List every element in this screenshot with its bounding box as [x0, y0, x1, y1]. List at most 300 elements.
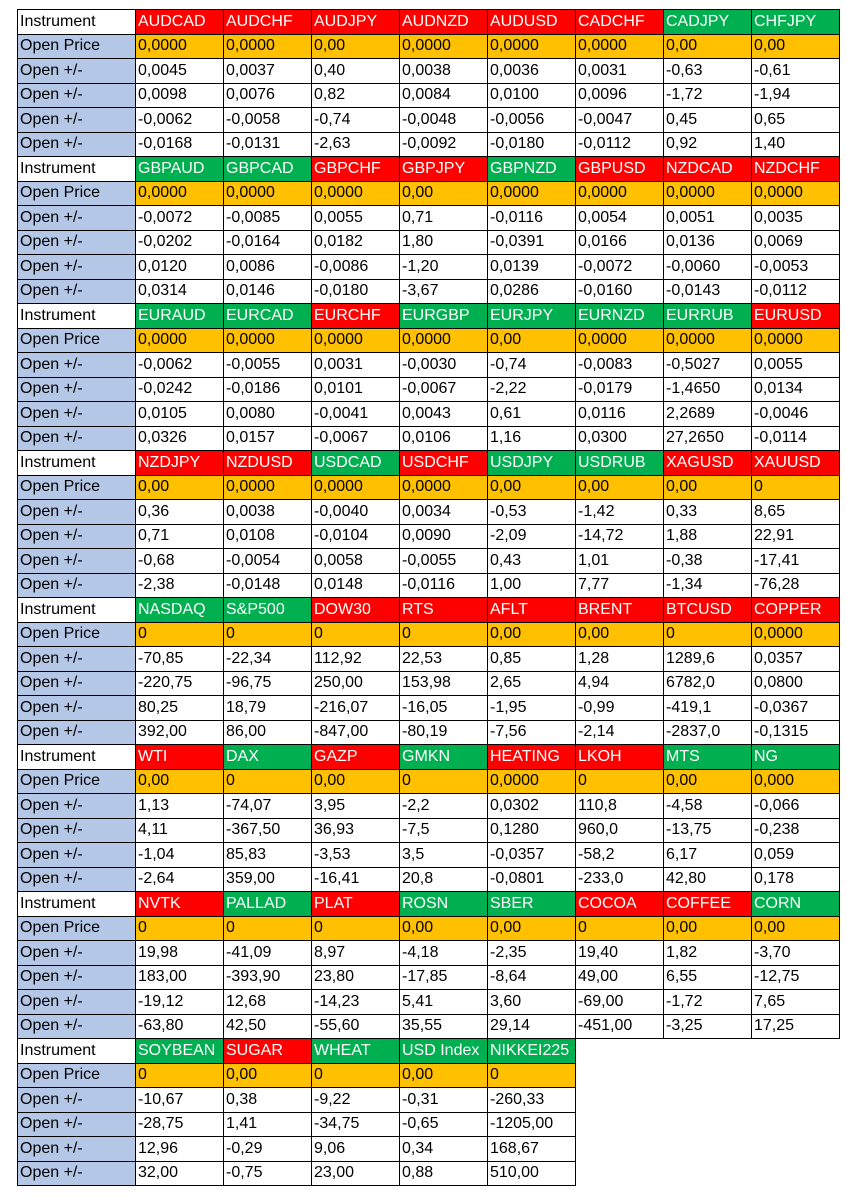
open-price-cell[interactable]: 0,0000: [752, 328, 840, 353]
open-diff-cell[interactable]: -0,0072: [576, 255, 664, 280]
open-price-cell[interactable]: 0,00: [400, 181, 488, 206]
open-diff-cell[interactable]: 250,00: [312, 671, 400, 696]
open-diff-cell[interactable]: -2,2: [400, 794, 488, 819]
instrument-name-cell[interactable]: HEATING: [488, 745, 576, 770]
instrument-label-cell[interactable]: Instrument: [18, 157, 136, 182]
open-diff-cell[interactable]: -16,05: [400, 696, 488, 721]
open-diff-cell[interactable]: 1,82: [664, 941, 752, 966]
open-diff-cell[interactable]: -7,56: [488, 720, 576, 745]
open-diff-cell[interactable]: 19,40: [576, 941, 664, 966]
open-diff-label-cell[interactable]: Open +/-: [18, 990, 136, 1015]
open-diff-label-cell[interactable]: Open +/-: [18, 230, 136, 255]
open-diff-cell[interactable]: -1,95: [488, 696, 576, 721]
open-diff-cell[interactable]: -34,75: [312, 1112, 400, 1137]
instrument-name-cell[interactable]: GBPUSD: [576, 157, 664, 182]
instrument-name-cell[interactable]: NASDAQ: [136, 598, 224, 623]
instrument-name-cell[interactable]: SOYBEAN: [136, 1039, 224, 1064]
open-diff-cell[interactable]: -0,0055: [400, 549, 488, 574]
instrument-name-cell[interactable]: AFLT: [488, 598, 576, 623]
open-diff-cell[interactable]: 0,0038: [400, 59, 488, 84]
open-price-cell[interactable]: 0: [312, 1063, 400, 1088]
open-diff-cell[interactable]: 2,2689: [664, 402, 752, 427]
instrument-name-cell[interactable]: GBPCAD: [224, 157, 312, 182]
open-diff-cell[interactable]: -3,25: [664, 1014, 752, 1039]
open-price-cell[interactable]: 0: [312, 916, 400, 941]
open-diff-cell[interactable]: 0,0045: [136, 59, 224, 84]
open-diff-cell[interactable]: 0,0157: [224, 426, 312, 451]
open-diff-cell[interactable]: 0,34: [400, 1137, 488, 1162]
instrument-name-cell[interactable]: USDCAD: [312, 451, 400, 476]
open-price-cell[interactable]: 0,00: [576, 622, 664, 647]
open-diff-cell[interactable]: 0,43: [488, 549, 576, 574]
open-diff-cell[interactable]: 0,0106: [400, 426, 488, 451]
instrument-name-cell[interactable]: AUDCHF: [224, 10, 312, 35]
open-price-cell[interactable]: 0,00: [400, 1063, 488, 1088]
open-diff-cell[interactable]: -419,1: [664, 696, 752, 721]
open-diff-cell[interactable]: -0,0357: [488, 843, 576, 868]
open-diff-cell[interactable]: 7,77: [576, 573, 664, 598]
instrument-name-cell[interactable]: CADCHF: [576, 10, 664, 35]
open-diff-cell[interactable]: 1,40: [752, 132, 840, 157]
open-diff-cell[interactable]: 1,80: [400, 230, 488, 255]
open-price-label-cell[interactable]: Open Price: [18, 475, 136, 500]
instrument-name-cell[interactable]: MTS: [664, 745, 752, 770]
open-diff-cell[interactable]: 0,0055: [312, 206, 400, 231]
instrument-name-cell[interactable]: CADJPY: [664, 10, 752, 35]
open-diff-cell[interactable]: 19,98: [136, 941, 224, 966]
open-price-cell[interactable]: 0: [136, 1063, 224, 1088]
instrument-name-cell[interactable]: NZDJPY: [136, 451, 224, 476]
open-diff-cell[interactable]: -2,22: [488, 377, 576, 402]
open-price-cell[interactable]: 0,0000: [488, 181, 576, 206]
open-diff-cell[interactable]: 4,94: [576, 671, 664, 696]
open-diff-cell[interactable]: 12,68: [224, 990, 312, 1015]
open-price-cell[interactable]: 0,0000: [664, 328, 752, 353]
open-diff-label-cell[interactable]: Open +/-: [18, 524, 136, 549]
open-diff-cell[interactable]: -0,29: [224, 1137, 312, 1162]
open-diff-cell[interactable]: 0,0357: [752, 647, 840, 672]
open-diff-cell[interactable]: 0,059: [752, 843, 840, 868]
open-diff-cell[interactable]: 1,00: [488, 573, 576, 598]
open-diff-cell[interactable]: -96,75: [224, 671, 312, 696]
open-diff-cell[interactable]: -3,70: [752, 941, 840, 966]
instrument-name-cell[interactable]: WHEAT: [312, 1039, 400, 1064]
instrument-name-cell[interactable]: NG: [752, 745, 840, 770]
instrument-name-cell[interactable]: AUDCAD: [136, 10, 224, 35]
open-diff-label-cell[interactable]: Open +/-: [18, 1161, 136, 1186]
open-diff-cell[interactable]: 23,00: [312, 1161, 400, 1186]
open-diff-cell[interactable]: 0,0286: [488, 279, 576, 304]
open-price-cell[interactable]: 0: [312, 622, 400, 647]
open-diff-cell[interactable]: 18,79: [224, 696, 312, 721]
open-diff-cell[interactable]: 0,0084: [400, 83, 488, 108]
open-diff-cell[interactable]: -3,67: [400, 279, 488, 304]
instrument-name-cell[interactable]: EURGBP: [400, 304, 488, 329]
open-diff-cell[interactable]: -0,0168: [136, 132, 224, 157]
open-diff-cell[interactable]: 20,8: [400, 867, 488, 892]
open-diff-cell[interactable]: -0,63: [664, 59, 752, 84]
instrument-name-cell[interactable]: S&P500: [224, 598, 312, 623]
open-price-cell[interactable]: 0,00: [488, 916, 576, 941]
open-diff-cell[interactable]: 36,93: [312, 818, 400, 843]
open-diff-cell[interactable]: 0,0055: [752, 353, 840, 378]
open-diff-cell[interactable]: 0,0326: [136, 426, 224, 451]
open-diff-cell[interactable]: -0,0048: [400, 108, 488, 133]
open-diff-cell[interactable]: 0,0036: [488, 59, 576, 84]
instrument-name-cell[interactable]: XAUUSD: [752, 451, 840, 476]
open-diff-cell[interactable]: -74,07: [224, 794, 312, 819]
open-diff-cell[interactable]: -0,74: [488, 353, 576, 378]
instrument-name-cell[interactable]: NZDCHF: [752, 157, 840, 182]
open-diff-label-cell[interactable]: Open +/-: [18, 1014, 136, 1039]
open-diff-cell[interactable]: -0,0180: [312, 279, 400, 304]
open-diff-label-cell[interactable]: Open +/-: [18, 402, 136, 427]
open-diff-label-cell[interactable]: Open +/-: [18, 353, 136, 378]
open-diff-cell[interactable]: 0,0031: [312, 353, 400, 378]
open-price-cell[interactable]: 0,00: [224, 1063, 312, 1088]
open-diff-cell[interactable]: 3,95: [312, 794, 400, 819]
open-diff-cell[interactable]: -0,0202: [136, 230, 224, 255]
open-price-cell[interactable]: 0,0000: [488, 769, 576, 794]
open-diff-cell[interactable]: 0,0096: [576, 83, 664, 108]
open-diff-cell[interactable]: -41,09: [224, 941, 312, 966]
open-diff-cell[interactable]: -0,0053: [752, 255, 840, 280]
open-diff-cell[interactable]: 85,83: [224, 843, 312, 868]
open-diff-cell[interactable]: -0,65: [400, 1112, 488, 1137]
open-price-cell[interactable]: 0: [576, 769, 664, 794]
open-price-cell[interactable]: 0,0000: [312, 181, 400, 206]
open-diff-cell[interactable]: -1,94: [752, 83, 840, 108]
open-diff-cell[interactable]: -2,09: [488, 524, 576, 549]
open-diff-label-cell[interactable]: Open +/-: [18, 255, 136, 280]
open-diff-cell[interactable]: 49,00: [576, 965, 664, 990]
open-diff-cell[interactable]: 0,85: [488, 647, 576, 672]
open-diff-label-cell[interactable]: Open +/-: [18, 818, 136, 843]
open-price-cell[interactable]: 0,0000: [400, 34, 488, 59]
open-diff-cell[interactable]: 4,11: [136, 818, 224, 843]
open-price-cell[interactable]: 0: [400, 622, 488, 647]
open-diff-label-cell[interactable]: Open +/-: [18, 794, 136, 819]
open-price-cell[interactable]: 0: [136, 916, 224, 941]
open-diff-cell[interactable]: -2,38: [136, 573, 224, 598]
open-diff-cell[interactable]: 6,17: [664, 843, 752, 868]
open-diff-cell[interactable]: -0,53: [488, 500, 576, 525]
open-price-cell[interactable]: 0,00: [400, 916, 488, 941]
instrument-name-cell[interactable]: RTS: [400, 598, 488, 623]
open-diff-cell[interactable]: -17,85: [400, 965, 488, 990]
open-diff-label-cell[interactable]: Open +/-: [18, 941, 136, 966]
open-diff-cell[interactable]: 0,0069: [752, 230, 840, 255]
open-price-label-cell[interactable]: Open Price: [18, 328, 136, 353]
open-diff-cell[interactable]: -4,58: [664, 794, 752, 819]
open-diff-cell[interactable]: -0,0085: [224, 206, 312, 231]
open-diff-cell[interactable]: -0,0046: [752, 402, 840, 427]
open-price-label-cell[interactable]: Open Price: [18, 1063, 136, 1088]
open-diff-cell[interactable]: -216,07: [312, 696, 400, 721]
open-diff-cell[interactable]: -0,0104: [312, 524, 400, 549]
open-diff-cell[interactable]: 0,0031: [576, 59, 664, 84]
open-price-cell[interactable]: 0,0000: [224, 181, 312, 206]
open-diff-cell[interactable]: -4,18: [400, 941, 488, 966]
open-diff-cell[interactable]: -1,72: [664, 83, 752, 108]
instrument-name-cell[interactable]: COPPER: [752, 598, 840, 623]
instrument-name-cell[interactable]: GBPJPY: [400, 157, 488, 182]
open-diff-cell[interactable]: 960,0: [576, 818, 664, 843]
open-price-cell[interactable]: 0,0000: [400, 475, 488, 500]
open-diff-label-cell[interactable]: Open +/-: [18, 647, 136, 672]
instrument-name-cell[interactable]: EURJPY: [488, 304, 576, 329]
instrument-name-cell[interactable]: USDRUB: [576, 451, 664, 476]
open-diff-cell[interactable]: 0,71: [136, 524, 224, 549]
instrument-name-cell[interactable]: EURUSD: [752, 304, 840, 329]
open-diff-cell[interactable]: 23,80: [312, 965, 400, 990]
open-diff-cell[interactable]: 12,96: [136, 1137, 224, 1162]
open-diff-cell[interactable]: 359,00: [224, 867, 312, 892]
open-diff-cell[interactable]: -2,14: [576, 720, 664, 745]
open-price-cell[interactable]: 0,0000: [576, 181, 664, 206]
open-price-label-cell[interactable]: Open Price: [18, 769, 136, 794]
instrument-name-cell[interactable]: XAGUSD: [664, 451, 752, 476]
open-diff-cell[interactable]: 0,0035: [752, 206, 840, 231]
open-diff-cell[interactable]: 0,0314: [136, 279, 224, 304]
open-diff-cell[interactable]: 0,92: [664, 132, 752, 157]
open-diff-cell[interactable]: -220,75: [136, 671, 224, 696]
open-diff-cell[interactable]: 0,0098: [136, 83, 224, 108]
open-diff-label-cell[interactable]: Open +/-: [18, 867, 136, 892]
instrument-name-cell[interactable]: DOW30: [312, 598, 400, 623]
open-diff-cell[interactable]: -0,0367: [752, 696, 840, 721]
open-diff-cell[interactable]: -367,50: [224, 818, 312, 843]
open-diff-cell[interactable]: -2,64: [136, 867, 224, 892]
open-diff-cell[interactable]: 35,55: [400, 1014, 488, 1039]
open-diff-cell[interactable]: -0,0092: [400, 132, 488, 157]
open-diff-cell[interactable]: -80,19: [400, 720, 488, 745]
open-diff-cell[interactable]: -0,0054: [224, 549, 312, 574]
open-price-cell[interactable]: 0,00: [664, 34, 752, 59]
open-diff-cell[interactable]: -0,0116: [488, 206, 576, 231]
open-diff-cell[interactable]: -10,67: [136, 1088, 224, 1113]
open-price-cell[interactable]: 0,00: [488, 475, 576, 500]
open-diff-cell[interactable]: -14,72: [576, 524, 664, 549]
open-price-cell[interactable]: 0,00: [312, 769, 400, 794]
instrument-name-cell[interactable]: COFFEE: [664, 892, 752, 917]
open-price-label-cell[interactable]: Open Price: [18, 916, 136, 941]
open-price-cell[interactable]: 0,00: [752, 916, 840, 941]
instrument-label-cell[interactable]: Instrument: [18, 304, 136, 329]
open-diff-cell[interactable]: 0,0134: [752, 377, 840, 402]
open-diff-cell[interactable]: -847,00: [312, 720, 400, 745]
open-diff-cell[interactable]: -1,72: [664, 990, 752, 1015]
open-diff-cell[interactable]: 80,25: [136, 696, 224, 721]
open-diff-cell[interactable]: 0,0090: [400, 524, 488, 549]
instrument-label-cell[interactable]: Instrument: [18, 1039, 136, 1064]
open-diff-cell[interactable]: -1,34: [664, 573, 752, 598]
open-price-cell[interactable]: 0,0000: [752, 622, 840, 647]
open-diff-cell[interactable]: 0,38: [224, 1088, 312, 1113]
open-price-cell[interactable]: 0: [576, 916, 664, 941]
open-diff-cell[interactable]: -0,0148: [224, 573, 312, 598]
open-diff-cell[interactable]: -2837,0: [664, 720, 752, 745]
open-diff-cell[interactable]: -1,20: [400, 255, 488, 280]
open-diff-cell[interactable]: 0,0058: [312, 549, 400, 574]
open-diff-cell[interactable]: -0,0067: [312, 426, 400, 451]
instrument-name-cell[interactable]: EURCHF: [312, 304, 400, 329]
open-diff-cell[interactable]: -63,80: [136, 1014, 224, 1039]
open-diff-cell[interactable]: -0,0242: [136, 377, 224, 402]
open-diff-label-cell[interactable]: Open +/-: [18, 843, 136, 868]
open-price-cell[interactable]: 0,00: [664, 916, 752, 941]
open-diff-cell[interactable]: 0,45: [664, 108, 752, 133]
open-diff-cell[interactable]: 42,50: [224, 1014, 312, 1039]
open-diff-cell[interactable]: -2,63: [312, 132, 400, 157]
open-diff-cell[interactable]: 0,0182: [312, 230, 400, 255]
open-diff-cell[interactable]: 168,67: [488, 1137, 576, 1162]
open-diff-cell[interactable]: -0,0067: [400, 377, 488, 402]
open-price-cell[interactable]: 0,00: [664, 475, 752, 500]
open-diff-cell[interactable]: -233,0: [576, 867, 664, 892]
open-diff-cell[interactable]: 0,1280: [488, 818, 576, 843]
open-diff-cell[interactable]: 3,60: [488, 990, 576, 1015]
open-diff-cell[interactable]: 0,0051: [664, 206, 752, 231]
open-price-cell[interactable]: 0,00: [136, 769, 224, 794]
open-diff-cell[interactable]: -7,5: [400, 818, 488, 843]
open-diff-cell[interactable]: -0,0040: [312, 500, 400, 525]
open-diff-cell[interactable]: 2,65: [488, 671, 576, 696]
open-diff-cell[interactable]: -0,0801: [488, 867, 576, 892]
open-diff-cell[interactable]: 0,0101: [312, 377, 400, 402]
instrument-label-cell[interactable]: Instrument: [18, 10, 136, 35]
open-diff-cell[interactable]: -58,2: [576, 843, 664, 868]
open-diff-cell[interactable]: -0,99: [576, 696, 664, 721]
open-price-cell[interactable]: 0,0000: [400, 328, 488, 353]
open-price-cell[interactable]: 0: [224, 916, 312, 941]
open-price-cell[interactable]: 0,0000: [664, 181, 752, 206]
open-diff-cell[interactable]: 392,00: [136, 720, 224, 745]
instrument-name-cell[interactable]: GBPNZD: [488, 157, 576, 182]
open-diff-cell[interactable]: -0,0164: [224, 230, 312, 255]
open-diff-cell[interactable]: -1,42: [576, 500, 664, 525]
open-diff-cell[interactable]: -70,85: [136, 647, 224, 672]
open-diff-cell[interactable]: -0,0131: [224, 132, 312, 157]
open-diff-cell[interactable]: -3,53: [312, 843, 400, 868]
open-diff-cell[interactable]: 3,5: [400, 843, 488, 868]
open-diff-cell[interactable]: 22,91: [752, 524, 840, 549]
open-diff-cell[interactable]: 0,0146: [224, 279, 312, 304]
open-diff-cell[interactable]: 0,65: [752, 108, 840, 133]
open-diff-cell[interactable]: -0,0112: [576, 132, 664, 157]
open-diff-label-cell[interactable]: Open +/-: [18, 426, 136, 451]
open-diff-cell[interactable]: 0,0136: [664, 230, 752, 255]
open-diff-cell[interactable]: -0,238: [752, 818, 840, 843]
instrument-name-cell[interactable]: CORN: [752, 892, 840, 917]
open-diff-cell[interactable]: 7,65: [752, 990, 840, 1015]
open-diff-cell[interactable]: 1,01: [576, 549, 664, 574]
open-diff-label-cell[interactable]: Open +/-: [18, 279, 136, 304]
open-diff-label-cell[interactable]: Open +/-: [18, 377, 136, 402]
open-diff-cell[interactable]: -451,00: [576, 1014, 664, 1039]
open-diff-cell[interactable]: 42,80: [664, 867, 752, 892]
instrument-name-cell[interactable]: USDJPY: [488, 451, 576, 476]
open-price-label-cell[interactable]: Open Price: [18, 622, 136, 647]
open-diff-cell[interactable]: -0,0179: [576, 377, 664, 402]
open-diff-cell[interactable]: -0,0060: [664, 255, 752, 280]
open-diff-cell[interactable]: -0,1315: [752, 720, 840, 745]
instrument-name-cell[interactable]: AUDJPY: [312, 10, 400, 35]
open-diff-cell[interactable]: 0,0037: [224, 59, 312, 84]
open-price-cell[interactable]: 0: [224, 622, 312, 647]
open-diff-label-cell[interactable]: Open +/-: [18, 671, 136, 696]
open-price-cell[interactable]: 0,0000: [312, 475, 400, 500]
open-price-cell[interactable]: 0,0000: [136, 34, 224, 59]
open-diff-cell[interactable]: -12,75: [752, 965, 840, 990]
open-price-cell[interactable]: 0,0000: [576, 328, 664, 353]
open-diff-cell[interactable]: 1,13: [136, 794, 224, 819]
open-diff-cell[interactable]: -0,61: [752, 59, 840, 84]
open-diff-cell[interactable]: 0,33: [664, 500, 752, 525]
open-diff-cell[interactable]: -0,0058: [224, 108, 312, 133]
open-diff-cell[interactable]: 0,61: [488, 402, 576, 427]
open-diff-cell[interactable]: -0,0186: [224, 377, 312, 402]
instrument-name-cell[interactable]: CHFJPY: [752, 10, 840, 35]
open-price-cell[interactable]: 0,00: [312, 34, 400, 59]
open-diff-cell[interactable]: 1,16: [488, 426, 576, 451]
open-diff-cell[interactable]: 0,0120: [136, 255, 224, 280]
open-diff-cell[interactable]: 0,0302: [488, 794, 576, 819]
open-diff-cell[interactable]: -0,38: [664, 549, 752, 574]
open-diff-cell[interactable]: 5,41: [400, 990, 488, 1015]
open-diff-cell[interactable]: 0,0086: [224, 255, 312, 280]
open-diff-cell[interactable]: 0,0108: [224, 524, 312, 549]
open-price-label-cell[interactable]: Open Price: [18, 181, 136, 206]
open-diff-label-cell[interactable]: Open +/-: [18, 549, 136, 574]
instrument-name-cell[interactable]: NZDCAD: [664, 157, 752, 182]
open-diff-cell[interactable]: 0,0034: [400, 500, 488, 525]
open-price-cell[interactable]: 0,0000: [224, 328, 312, 353]
open-diff-label-cell[interactable]: Open +/-: [18, 573, 136, 598]
instrument-label-cell[interactable]: Instrument: [18, 745, 136, 770]
open-diff-label-cell[interactable]: Open +/-: [18, 720, 136, 745]
instrument-name-cell[interactable]: EURNZD: [576, 304, 664, 329]
open-diff-cell[interactable]: 0,0166: [576, 230, 664, 255]
open-diff-cell[interactable]: 1,88: [664, 524, 752, 549]
open-diff-cell[interactable]: -22,34: [224, 647, 312, 672]
instrument-name-cell[interactable]: EURAUD: [136, 304, 224, 329]
open-diff-label-cell[interactable]: Open +/-: [18, 108, 136, 133]
open-diff-cell[interactable]: 0,82: [312, 83, 400, 108]
instrument-name-cell[interactable]: LKOH: [576, 745, 664, 770]
open-price-cell[interactable]: 0,0000: [224, 34, 312, 59]
instrument-name-cell[interactable]: SBER: [488, 892, 576, 917]
open-diff-cell[interactable]: 1,28: [576, 647, 664, 672]
open-diff-cell[interactable]: -0,0083: [576, 353, 664, 378]
instrument-name-cell[interactable]: NZDUSD: [224, 451, 312, 476]
open-diff-cell[interactable]: -0,5027: [664, 353, 752, 378]
open-diff-cell[interactable]: 0,178: [752, 867, 840, 892]
open-diff-cell[interactable]: -69,00: [576, 990, 664, 1015]
open-diff-cell[interactable]: 0,0100: [488, 83, 576, 108]
instrument-name-cell[interactable]: COCOA: [576, 892, 664, 917]
open-price-cell[interactable]: 0,0000: [224, 475, 312, 500]
open-diff-cell[interactable]: -2,35: [488, 941, 576, 966]
instrument-name-cell[interactable]: BRENT: [576, 598, 664, 623]
open-diff-cell[interactable]: -28,75: [136, 1112, 224, 1137]
open-diff-cell[interactable]: -8,64: [488, 965, 576, 990]
open-diff-cell[interactable]: -55,60: [312, 1014, 400, 1039]
open-diff-cell[interactable]: 110,8: [576, 794, 664, 819]
instrument-label-cell[interactable]: Instrument: [18, 598, 136, 623]
open-price-cell[interactable]: 0: [488, 1063, 576, 1088]
instrument-name-cell[interactable]: WTI: [136, 745, 224, 770]
